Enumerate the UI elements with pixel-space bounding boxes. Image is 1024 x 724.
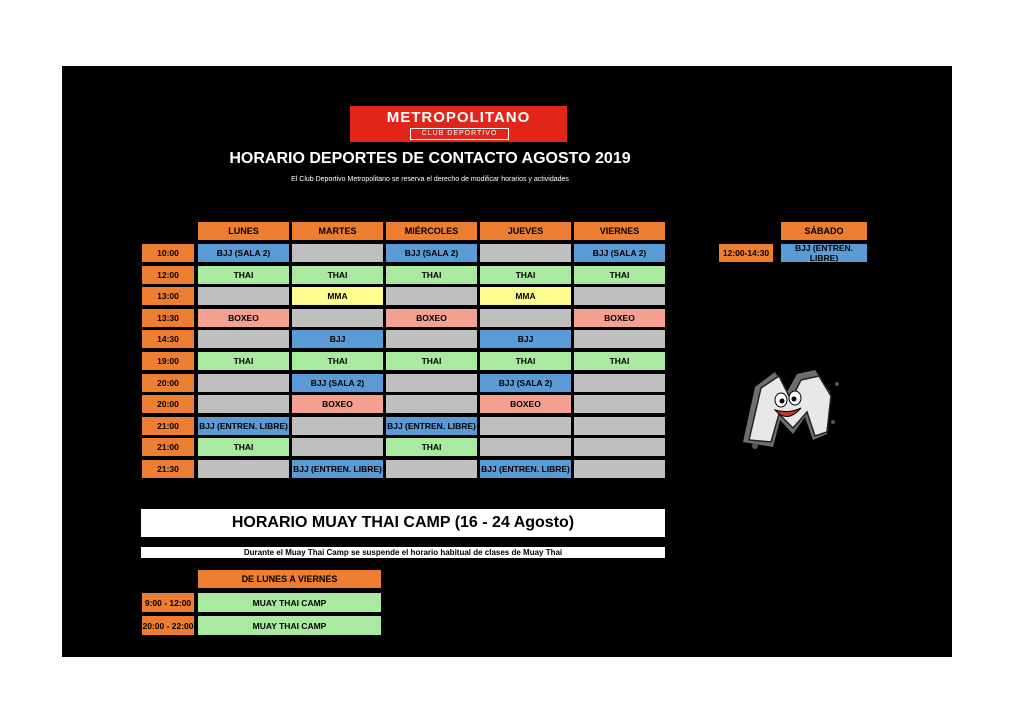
class-cell-jueves — [479, 308, 572, 328]
class-cell-viernes — [573, 437, 666, 457]
class-cell-lunes: THAI — [197, 265, 290, 285]
class-cell-viernes — [573, 416, 666, 436]
class-cell-martes — [291, 416, 384, 436]
class-cell-jueves — [479, 416, 572, 436]
time-slot: 21:00 — [141, 437, 195, 457]
class-cell-martes — [291, 308, 384, 328]
class-cell-jueves — [479, 437, 572, 457]
day-header-miercoles: MIÉRCOLES — [385, 221, 478, 241]
class-cell-viernes: THAI — [573, 351, 666, 371]
day-header-martes: MARTES — [291, 221, 384, 241]
day-header-jueves: JUEVES — [479, 221, 572, 241]
class-cell-jueves: THAI — [479, 351, 572, 371]
class-cell-miercoles — [385, 373, 478, 393]
class-cell-miercoles — [385, 394, 478, 414]
logo-sub-text: CLUB DEPORTIVO — [410, 128, 509, 140]
class-cell-viernes — [573, 286, 666, 306]
m-mascot-icon — [735, 362, 865, 457]
class-cell-viernes: THAI — [573, 265, 666, 285]
class-cell-martes: BJJ — [291, 329, 384, 349]
class-cell-jueves: BJJ (ENTREN. LIBRE) — [479, 459, 572, 479]
time-slot: 13:00 — [141, 286, 195, 306]
logo-main-text: METROPOLITANO — [386, 109, 531, 126]
camp-time-morning: 9:00 - 12:00 — [141, 592, 195, 613]
class-cell-lunes: THAI — [197, 437, 290, 457]
camp-activity-morning: MUAY THAI CAMP — [197, 592, 382, 613]
day-header-viernes: VIERNES — [573, 221, 666, 241]
class-cell-miercoles: BJJ (ENTREN. LIBRE) — [385, 416, 478, 436]
class-cell-jueves: BOXEO — [479, 394, 572, 414]
time-slot: 20:00 — [141, 394, 195, 414]
class-cell-martes: THAI — [291, 351, 384, 371]
class-cell-martes: BOXEO — [291, 394, 384, 414]
club-logo — [350, 106, 567, 142]
class-cell-miercoles: BOXEO — [385, 308, 478, 328]
class-cell-martes — [291, 243, 384, 263]
class-cell-lunes: THAI — [197, 351, 290, 371]
class-cell-martes: THAI — [291, 265, 384, 285]
class-cell-miercoles — [385, 459, 478, 479]
class-cell-viernes — [573, 373, 666, 393]
time-slot: 21:00 — [141, 416, 195, 436]
class-cell-lunes — [197, 373, 290, 393]
class-cell-jueves: BJJ — [479, 329, 572, 349]
class-cell-viernes — [573, 329, 666, 349]
class-cell-jueves — [479, 243, 572, 263]
class-cell-viernes: BOXEO — [573, 308, 666, 328]
class-cell-jueves: MMA — [479, 286, 572, 306]
class-cell-viernes — [573, 394, 666, 414]
class-cell-martes — [291, 437, 384, 457]
time-slot: 14:30 — [141, 329, 195, 349]
class-cell-lunes — [197, 286, 290, 306]
saturday-header: SÁBADO — [780, 221, 868, 241]
camp-header: DE LUNES A VIERNES — [197, 569, 382, 589]
class-cell-martes: BJJ (SALA 2) — [291, 373, 384, 393]
class-cell-martes: MMA — [291, 286, 384, 306]
day-header-lunes: LUNES — [197, 221, 290, 241]
class-cell-miercoles — [385, 286, 478, 306]
class-cell-miercoles: THAI — [385, 437, 478, 457]
class-cell-lunes: BJJ (SALA 2) — [197, 243, 290, 263]
class-cell-viernes: BJJ (SALA 2) — [573, 243, 666, 263]
class-cell-miercoles: THAI — [385, 351, 478, 371]
class-cell-jueves: BJJ (SALA 2) — [479, 373, 572, 393]
class-cell-lunes: BJJ (ENTREN. LIBRE) — [197, 416, 290, 436]
camp-banner: HORARIO MUAY THAI CAMP (16 - 24 Agosto) — [141, 509, 665, 537]
class-cell-lunes — [197, 329, 290, 349]
time-slot: 12:00 — [141, 265, 195, 285]
camp-note: Durante el Muay Thai Camp se suspende el horario habitual de clases de Muay Thai — [141, 547, 665, 558]
saturday-time: 12:00-14:30 — [718, 243, 774, 263]
class-cell-viernes — [573, 459, 666, 479]
class-cell-miercoles: THAI — [385, 265, 478, 285]
time-slot: 13:30 — [141, 308, 195, 328]
class-cell-miercoles — [385, 329, 478, 349]
page-subtitle: El Club Deportivo Metropolitano se reserva el derecho de modificar horarios y actividades — [291, 176, 569, 183]
time-slot: 19:00 — [141, 351, 195, 371]
camp-time-evening: 20:00 - 22:00 — [141, 615, 195, 636]
camp-activity-evening: MUAY THAI CAMP — [197, 615, 382, 636]
time-slot: 20:00 — [141, 373, 195, 393]
page-title: HORARIO DEPORTES DE CONTACTO AGOSTO 2019 — [229, 150, 631, 167]
class-cell-lunes: BOXEO — [197, 308, 290, 328]
class-cell-lunes — [197, 394, 290, 414]
time-slot: 10:00 — [141, 243, 195, 263]
saturday-activity: BJJ (ENTREN. LIBRE) — [780, 243, 868, 263]
class-cell-miercoles: BJJ (SALA 2) — [385, 243, 478, 263]
class-cell-lunes — [197, 459, 290, 479]
class-cell-martes: BJJ (ENTREN. LIBRE) — [291, 459, 384, 479]
class-cell-jueves: THAI — [479, 265, 572, 285]
time-slot: 21:30 — [141, 459, 195, 479]
